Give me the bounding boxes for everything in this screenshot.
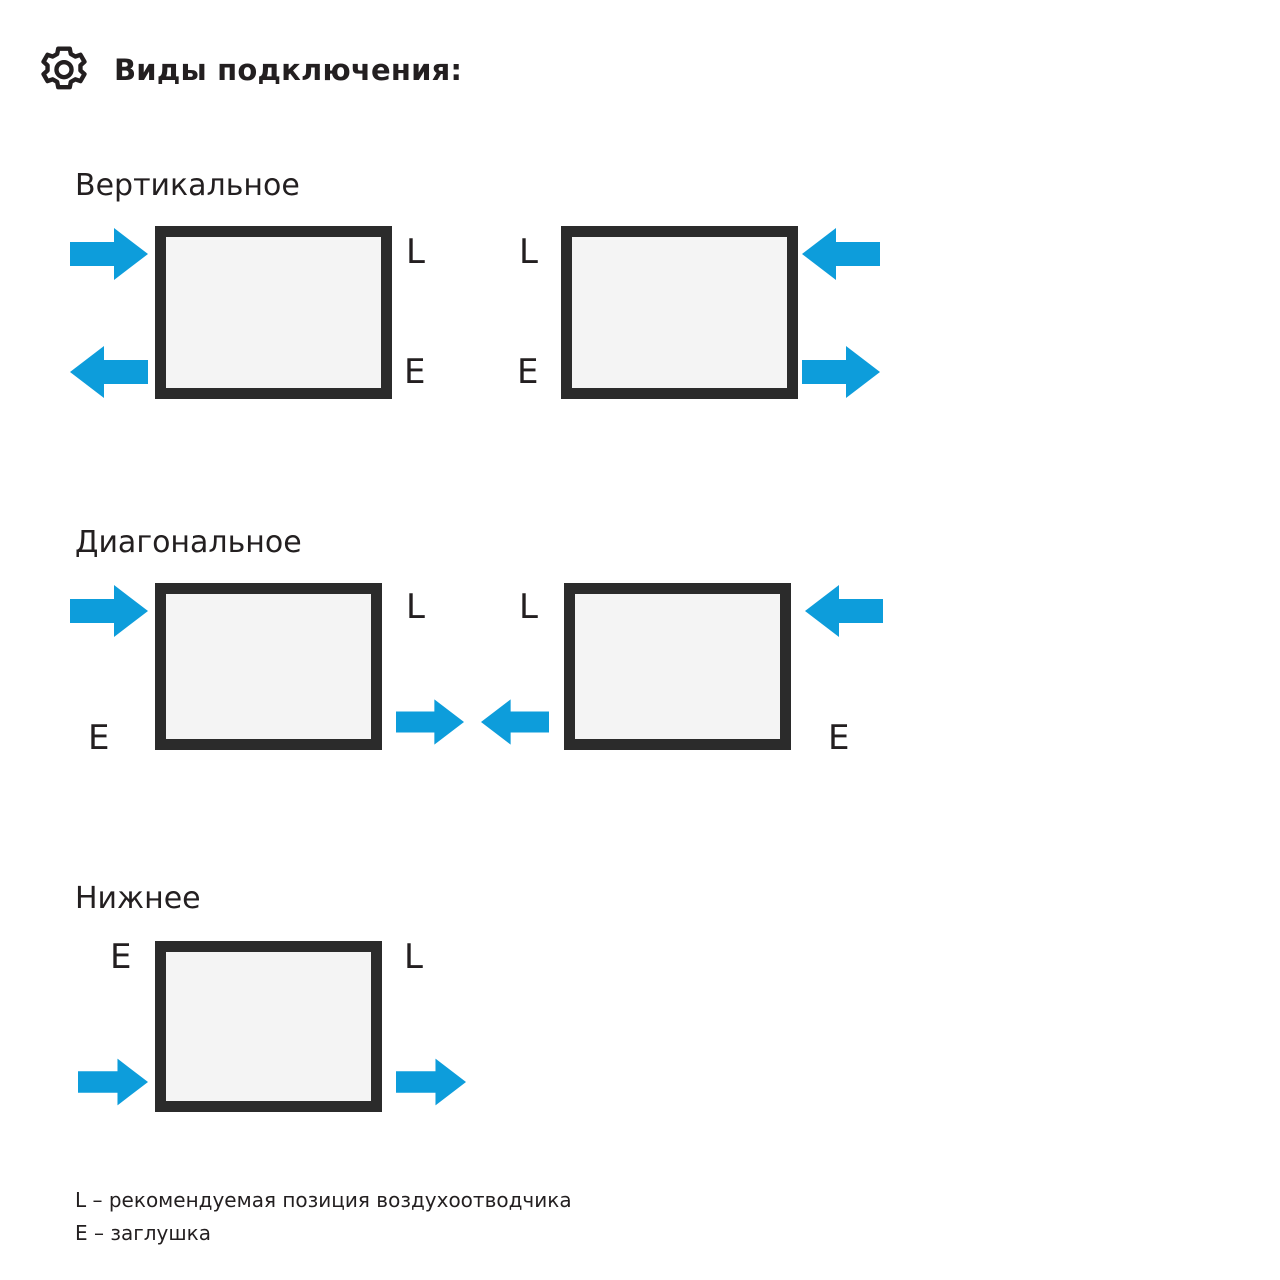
label-L-diagonal-right: L — [519, 587, 538, 627]
label-E-diagonal-right: E — [828, 718, 850, 758]
arrow-out-right-bottom — [396, 1058, 466, 1106]
label-L-bottom: L — [404, 937, 423, 977]
arrow-out-left-bottom-vertical-left — [70, 346, 148, 398]
page-title: Виды подключения: — [114, 53, 463, 87]
arrow-in-left-top-diagonal-left — [70, 585, 148, 637]
section-title-vertical: Вертикальное — [75, 168, 300, 203]
legend-line-plug: E – заглушка — [75, 1221, 212, 1245]
section-title-bottom: Нижнее — [75, 881, 201, 916]
label-E-vertical-left: E — [404, 352, 426, 392]
radiator-vertical-left — [155, 226, 392, 399]
arrow-out-right-bottom-diagonal-left — [396, 698, 464, 746]
label-L-vertical-right: L — [519, 232, 538, 272]
arrow-in-left-bottom — [78, 1058, 148, 1106]
arrow-in-left-top-vertical-left — [70, 228, 148, 280]
arrow-in-right-top-diagonal-right — [805, 585, 883, 637]
label-E-bottom: E — [110, 937, 132, 977]
label-L-vertical-left: L — [406, 232, 425, 272]
section-title-diagonal: Диагональное — [75, 525, 302, 560]
arrow-in-right-top-vertical-right — [802, 228, 880, 280]
legend-line-air-vent: L – рекомендуемая позиция воздухоотводчика — [75, 1188, 572, 1212]
radiator-diagonal-left — [155, 583, 382, 750]
page-header — [36, 42, 462, 98]
label-E-diagonal-left: E — [88, 718, 110, 758]
arrow-out-left-bottom-diagonal-right — [481, 698, 549, 746]
radiator-diagonal-right — [564, 583, 791, 750]
arrow-out-right-bottom-vertical-right — [802, 346, 880, 398]
label-E-vertical-right: E — [517, 352, 539, 392]
gear-icon — [36, 42, 92, 98]
radiator-vertical-right — [561, 226, 798, 399]
label-L-diagonal-left: L — [406, 587, 425, 627]
radiator-bottom-single — [155, 941, 382, 1112]
